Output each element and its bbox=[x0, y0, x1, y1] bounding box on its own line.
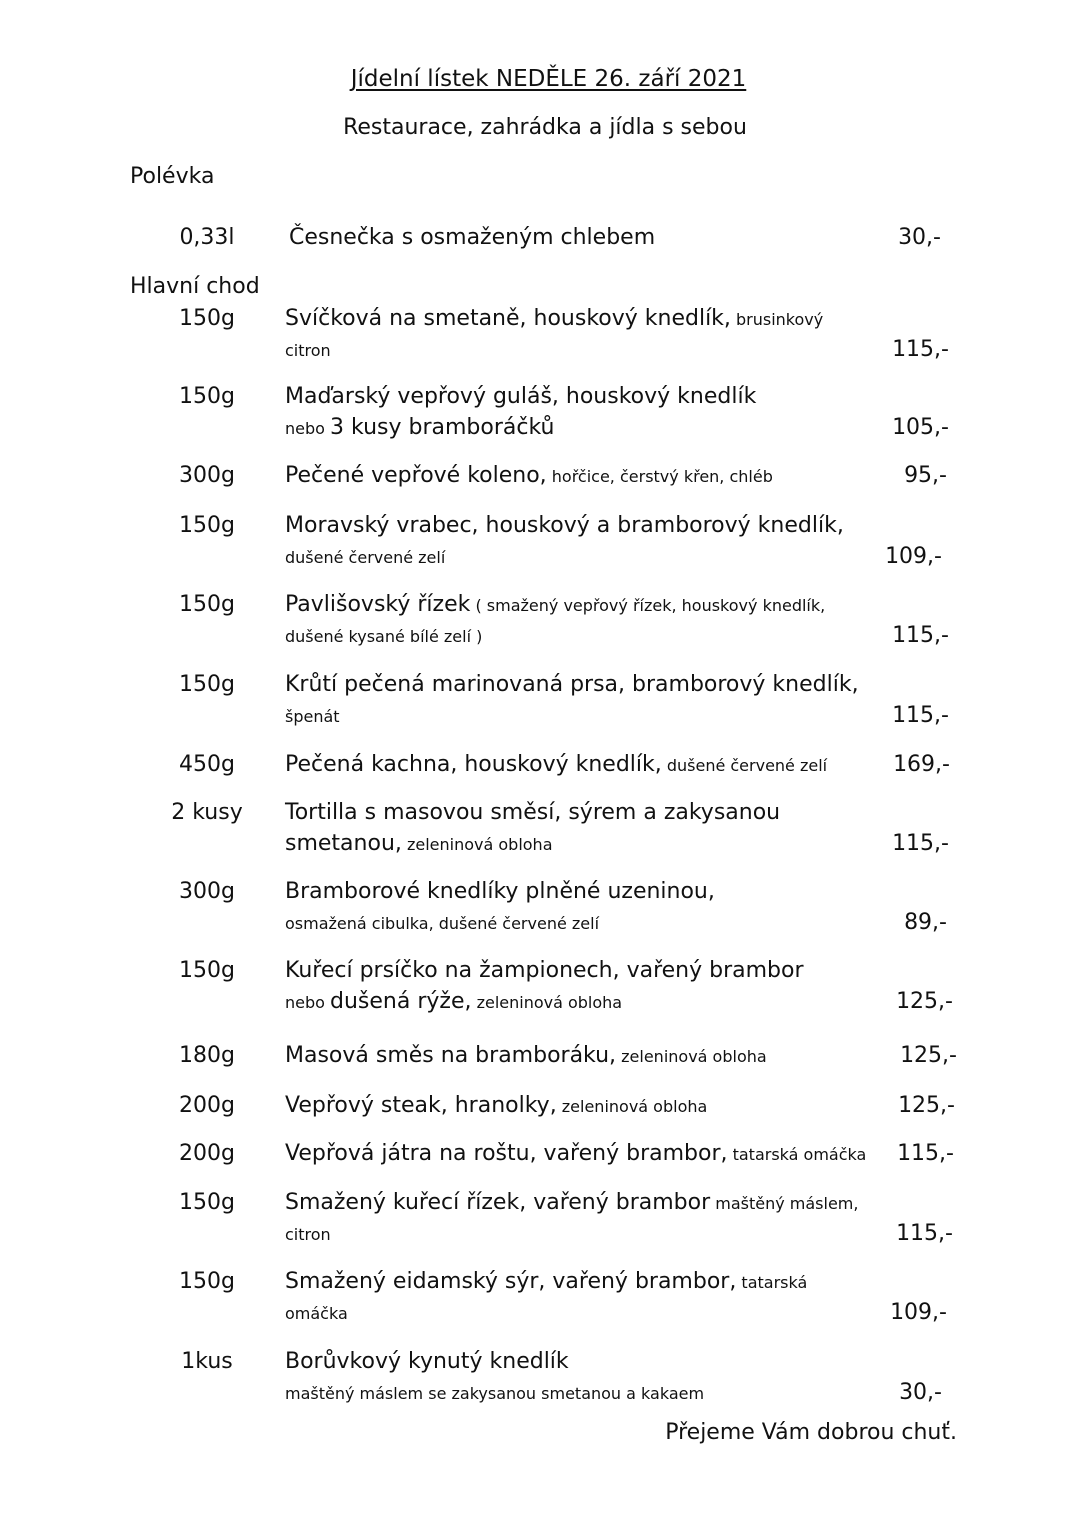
menu-item-name-cont: 3 kusy bramboráčků bbox=[330, 415, 555, 440]
menu-item-price: 125,- bbox=[900, 1043, 957, 1068]
menu-item-name: Pavlišovský řízek bbox=[285, 592, 471, 617]
menu-item-name: Maďarský vepřový guláš, houskový knedlík bbox=[285, 384, 757, 409]
menu-item-side: ( smažený vepřový řízek, houskový knedlík, bbox=[470, 596, 826, 615]
menu-item-price: 115,- bbox=[896, 1221, 953, 1246]
menu-item-side-cont: špenát bbox=[285, 707, 340, 726]
menu-item-price: 115,- bbox=[892, 703, 949, 728]
soup-price: 30,- bbox=[898, 225, 941, 250]
menu-item-line-2 bbox=[285, 701, 340, 732]
menu-item-side-cont: citron bbox=[285, 341, 331, 360]
menu-item-price: 125,- bbox=[896, 989, 953, 1014]
menu-item-line-1 bbox=[285, 670, 859, 700]
menu-item-weight: 150g bbox=[179, 1190, 235, 1215]
menu-item-weight: 200g bbox=[179, 1093, 235, 1118]
menu-item-name: Borůvkový kynutý knedlík bbox=[285, 1349, 569, 1374]
menu-item-line-1 bbox=[285, 304, 823, 335]
menu-item-name: Pečená kachna, houskový knedlík, bbox=[285, 752, 662, 777]
menu-item-name-cont: dušená rýže, bbox=[330, 989, 472, 1014]
menu-item-name: Vepřová játra na roštu, vařený brambor, bbox=[285, 1141, 728, 1166]
menu-item-side: zeleninová obloha bbox=[556, 1097, 708, 1116]
menu-item-side: tatarská bbox=[736, 1273, 808, 1292]
menu-item-line-1 bbox=[285, 1267, 807, 1298]
menu-item-line-2 bbox=[285, 335, 331, 366]
menu-item-line-1 bbox=[285, 1139, 866, 1170]
menu-item-line-1 bbox=[285, 877, 715, 907]
menu-item-weight: 150g bbox=[179, 306, 235, 331]
menu-item-price: 109,- bbox=[890, 1300, 947, 1325]
menu-item-side-cont: citron bbox=[285, 1225, 331, 1244]
menu-item-line-1 bbox=[285, 461, 773, 492]
menu-item-side-cont: omáčka bbox=[285, 1304, 348, 1323]
menu-item-name: Smažený kuřecí řízek, vařený brambor bbox=[285, 1190, 711, 1215]
soup-weight: 0,33l bbox=[179, 225, 235, 250]
menu-item-side: dušené červené zelí bbox=[661, 756, 828, 775]
menu-item-weight: 1kus bbox=[181, 1349, 233, 1374]
menu-item-side-cont: zeleninová obloha bbox=[401, 835, 553, 854]
menu-item-name: Tortilla s masovou směsí, sýrem a zakysanou bbox=[285, 800, 781, 825]
menu-item-price: 169,- bbox=[893, 752, 950, 777]
menu-item-side: brusinkový bbox=[730, 310, 824, 329]
menu-item-line-1 bbox=[285, 511, 844, 541]
menu-item-side-cont: osmažená cibulka, dušené červené zelí bbox=[285, 914, 600, 933]
menu-item-weight: 300g bbox=[179, 879, 235, 904]
menu-item-price: 30,- bbox=[899, 1380, 942, 1405]
menu-item-name: Svíčková na smetaně, houskový knedlík, bbox=[285, 306, 731, 331]
menu-item-line-2 bbox=[285, 621, 482, 652]
menu-item-weight: 150g bbox=[179, 592, 235, 617]
menu-item-line-1 bbox=[285, 1041, 767, 1072]
menu-item-alt-connector: nebo bbox=[285, 993, 331, 1012]
menu-item-price: 89,- bbox=[904, 910, 947, 935]
menu-item-line-2 bbox=[285, 413, 554, 444]
menu-item-side: hořčice, čerstvý křen, chléb bbox=[546, 467, 773, 486]
menu-item-line-1 bbox=[285, 382, 756, 412]
menu-item-price: 115,- bbox=[897, 1141, 954, 1166]
soup-name: Česnečka s osmaženým chlebem bbox=[289, 225, 656, 250]
menu-item-line-2 bbox=[285, 1219, 331, 1250]
menu-item-price: 125,- bbox=[898, 1093, 955, 1118]
menu-item-line-1 bbox=[285, 798, 780, 828]
menu-item-line-1 bbox=[285, 590, 825, 621]
menu-item-name-cont: smetanou, bbox=[285, 831, 402, 856]
menu-item-line-2 bbox=[285, 987, 622, 1018]
menu-item-alt-connector: nebo bbox=[285, 419, 331, 438]
menu-item-price: 109,- bbox=[885, 544, 942, 569]
menu-item-name: Masová směs na bramboráku, bbox=[285, 1043, 617, 1068]
menu-item-line-1 bbox=[285, 1188, 858, 1219]
menu-item-line-1 bbox=[285, 750, 827, 781]
menu-item-weight: 200g bbox=[179, 1141, 235, 1166]
menu-item-side: zeleninová obloha bbox=[616, 1047, 767, 1066]
menu-item-line-1 bbox=[285, 1091, 707, 1122]
menu-item-price: 115,- bbox=[892, 337, 949, 362]
page-subtitle: Restaurace, zahrádka a jídla s sebou bbox=[343, 115, 747, 140]
menu-item-price: 105,- bbox=[892, 415, 949, 440]
footer-text: Přejeme Vám dobrou chuť. bbox=[665, 1420, 957, 1445]
menu-item-name: Bramborové knedlíky plněné uzeninou, bbox=[285, 879, 715, 904]
menu-item-weight: 150g bbox=[179, 958, 235, 983]
page-title bbox=[0, 64, 1087, 94]
menu-item-line-2 bbox=[285, 1378, 704, 1409]
menu-item-price: 95,- bbox=[904, 463, 947, 488]
menu-item-side-cont: dušené kysané bílé zelí ) bbox=[285, 627, 483, 646]
section-main: Hlavní chod bbox=[130, 274, 260, 299]
menu-item-line-2 bbox=[285, 1298, 348, 1329]
section-soup: Polévka bbox=[130, 164, 215, 189]
menu-item-weight: 150g bbox=[179, 1269, 235, 1294]
menu-item-price: 115,- bbox=[892, 623, 949, 648]
menu-item-name: Smažený eidamský sýr, vařený brambor, bbox=[285, 1269, 737, 1294]
menu-item-name: Pečené vepřové koleno, bbox=[285, 463, 547, 488]
menu-item-name: Vepřový steak, hranolky, bbox=[285, 1093, 557, 1118]
menu-item-weight: 300g bbox=[179, 463, 235, 488]
menu-item-name: Kuřecí prsíčko na žampionech, vařený brambor bbox=[285, 958, 804, 983]
menu-item-line-1 bbox=[285, 1347, 569, 1377]
menu-item-price: 115,- bbox=[892, 831, 949, 856]
menu-item-weight: 150g bbox=[179, 672, 235, 697]
menu-item-side-cont: dušené červené zelí bbox=[285, 548, 446, 567]
menu-item-side-cont: zeleninová obloha bbox=[471, 993, 623, 1012]
menu-item-weight: 450g bbox=[179, 752, 235, 777]
menu-item-name: Krůtí pečená marinovaná prsa, bramborový knedlík, bbox=[285, 672, 859, 697]
menu-item-line-1 bbox=[285, 956, 804, 986]
menu-item-weight: 2 kusy bbox=[171, 800, 243, 825]
menu-item-weight: 150g bbox=[179, 513, 235, 538]
menu-item-name: Moravský vrabec, houskový a bramborový knedlík, bbox=[285, 513, 844, 538]
menu-item-line-2 bbox=[285, 908, 599, 939]
menu-item-weight: 180g bbox=[179, 1043, 235, 1068]
menu-item-line-2 bbox=[285, 829, 553, 860]
menu-item-side: maštěný máslem, bbox=[710, 1194, 859, 1213]
menu-item-side-cont: maštěný máslem se zakysanou smetanou a kakaem bbox=[285, 1384, 705, 1403]
menu-item-line-2 bbox=[285, 542, 445, 573]
menu-item-side: tatarská omáčka bbox=[727, 1145, 867, 1164]
page-title-text: Jídelní lístek NEDĚLE 26. září 2021 bbox=[350, 66, 747, 92]
menu-item-weight: 150g bbox=[179, 384, 235, 409]
